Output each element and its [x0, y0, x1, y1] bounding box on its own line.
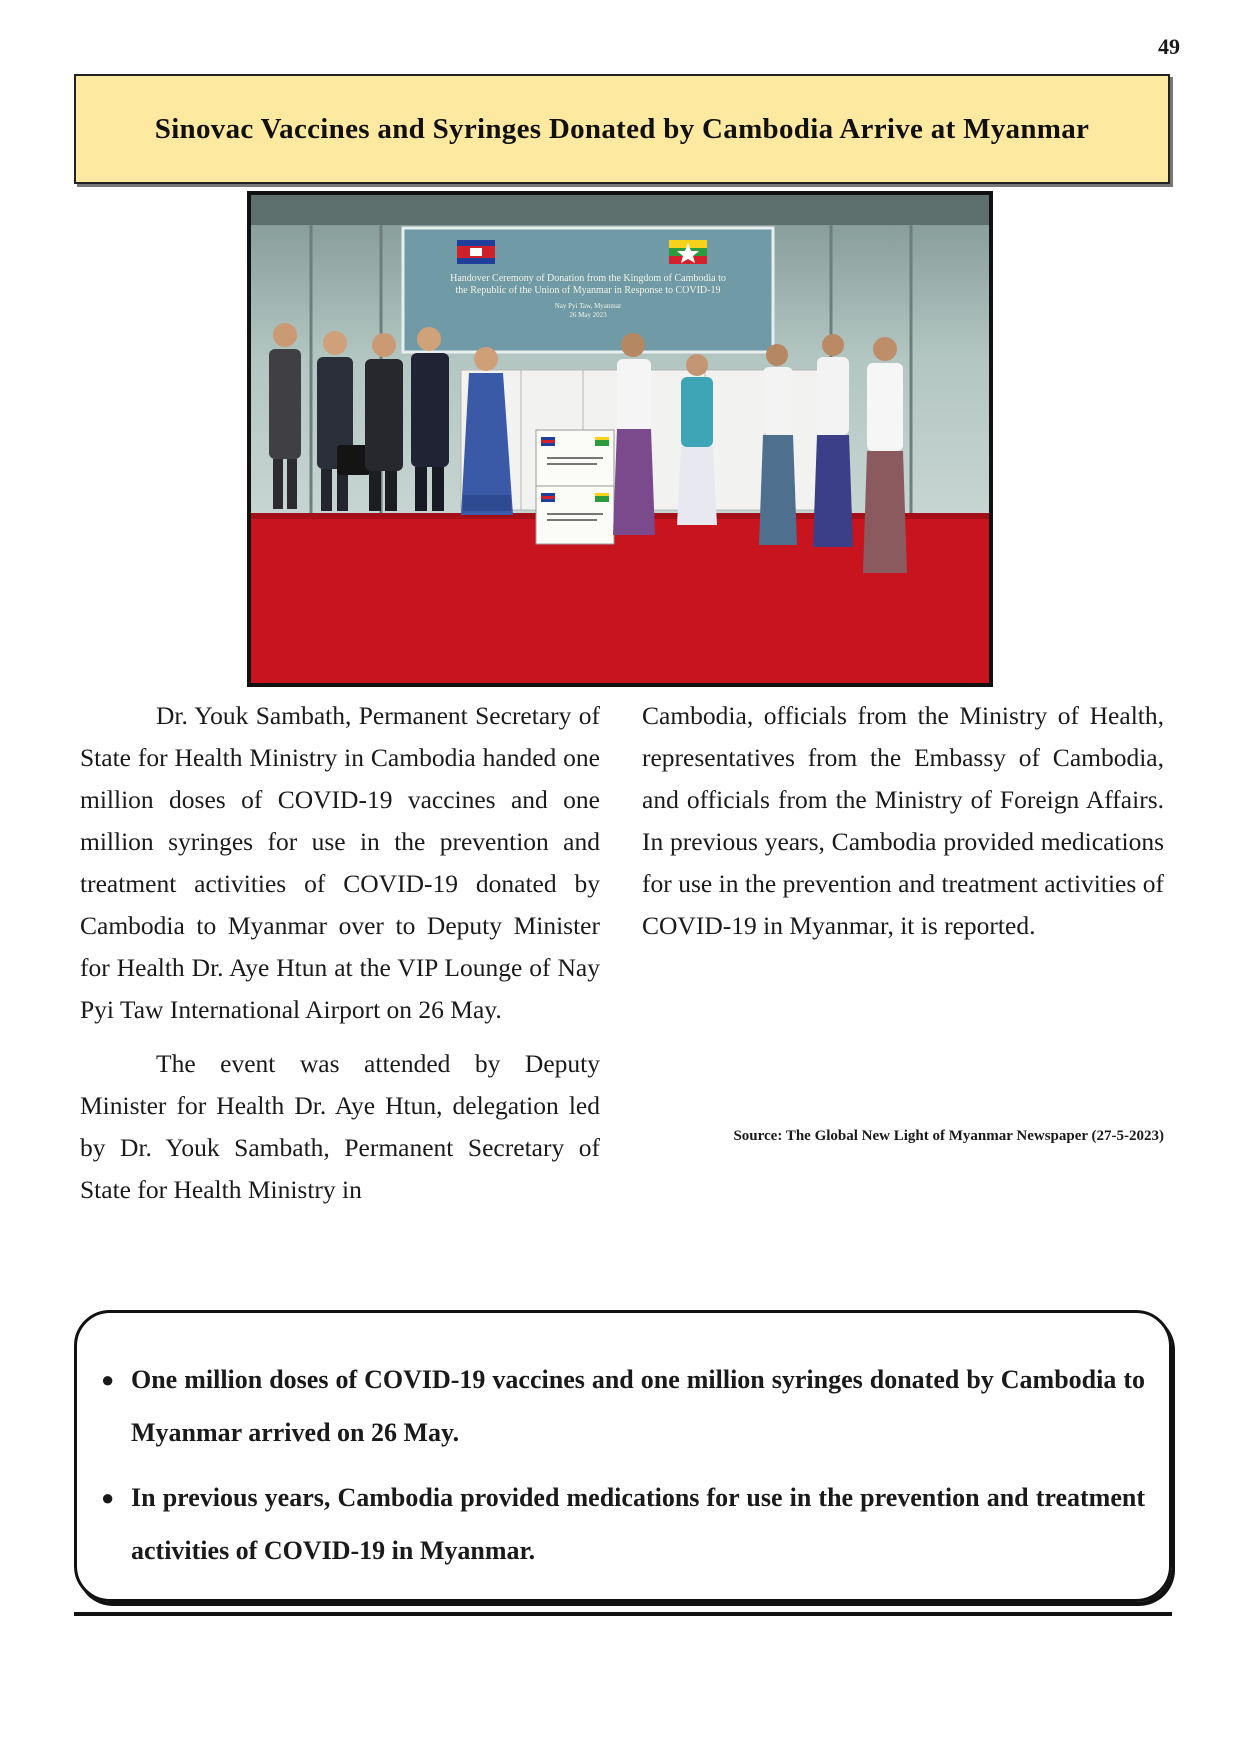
article-right-column [642, 695, 1164, 947]
page-number: 49 [1158, 34, 1180, 59]
ceremony-photo [247, 191, 993, 687]
article-paragraph: Cambodia, officials from the Ministry of Health, representatives from the Embassy of Cambodia, and officials from the Ministry of Foreign Affairs. In previous years, Cambodia provided medications for use in the prevention and treatment activities of COVID-19 in Myanmar, it is reported. [642, 701, 1164, 940]
article-left-column [80, 695, 600, 1211]
banner-line2: the Republic of the Union of Myanmar in Response to COVID-19 [455, 285, 721, 296]
summary-list [101, 1353, 1145, 1589]
summary-text: One million doses of COVID-19 vaccines and one million syringes donated by Cambodia to Myanmar arrived on 26 May. [131, 1365, 1145, 1447]
myanmar-flag-icon [669, 240, 707, 264]
article-paragraph: Dr. Youk Sambath, Permanent Secretary of State for Health Ministry in Cambodia handed one million doses of COVID-19 vaccines and one million syringes for use in the prevention and treatment activities of COVID-19 donated by Cambodia to Myanmar over to Deputy Minister for Health Dr. Aye Htun at the VIP Lounge of Nay Pyi Taw International Airport on 26 May. [80, 701, 600, 1024]
source-citation: Source: The Global New Light of Myanmar Newspaper (27-5-2023) [733, 1128, 1164, 1144]
summary-text: In previous years, Cambodia provided medications for use in the prevention and treatment activities of COVID-19 in Myanmar. [131, 1483, 1145, 1565]
cambodia-flag-icon [457, 240, 495, 264]
title-box [74, 74, 1170, 184]
bullet-icon: ● [101, 1485, 115, 1510]
banner-line3: Nay Pyi Taw, Myanmar [554, 302, 622, 310]
bullet-icon: ● [101, 1367, 115, 1392]
banner-line4: 26 May 2023 [569, 311, 607, 319]
summary-item [101, 1353, 1145, 1459]
page-title: Sinovac Vaccines and Syringes Donated by Cambodia Arrive at Myanmar [154, 112, 1090, 145]
photo-illustration [251, 195, 989, 683]
article-paragraph: The event was attended by Deputy Minister for Health Dr. Aye Htun, delegation led by Dr. Youk Sambath, Permanent Secretary of State for Health Ministry in [80, 1049, 600, 1204]
banner-line1: Handover Ceremony of Donation from the Kingdom of Cambodia to [450, 273, 726, 284]
summary-box [74, 1310, 1172, 1602]
bottom-divider [74, 1612, 1172, 1616]
donation-boxes [536, 430, 614, 544]
summary-item [101, 1471, 1145, 1577]
